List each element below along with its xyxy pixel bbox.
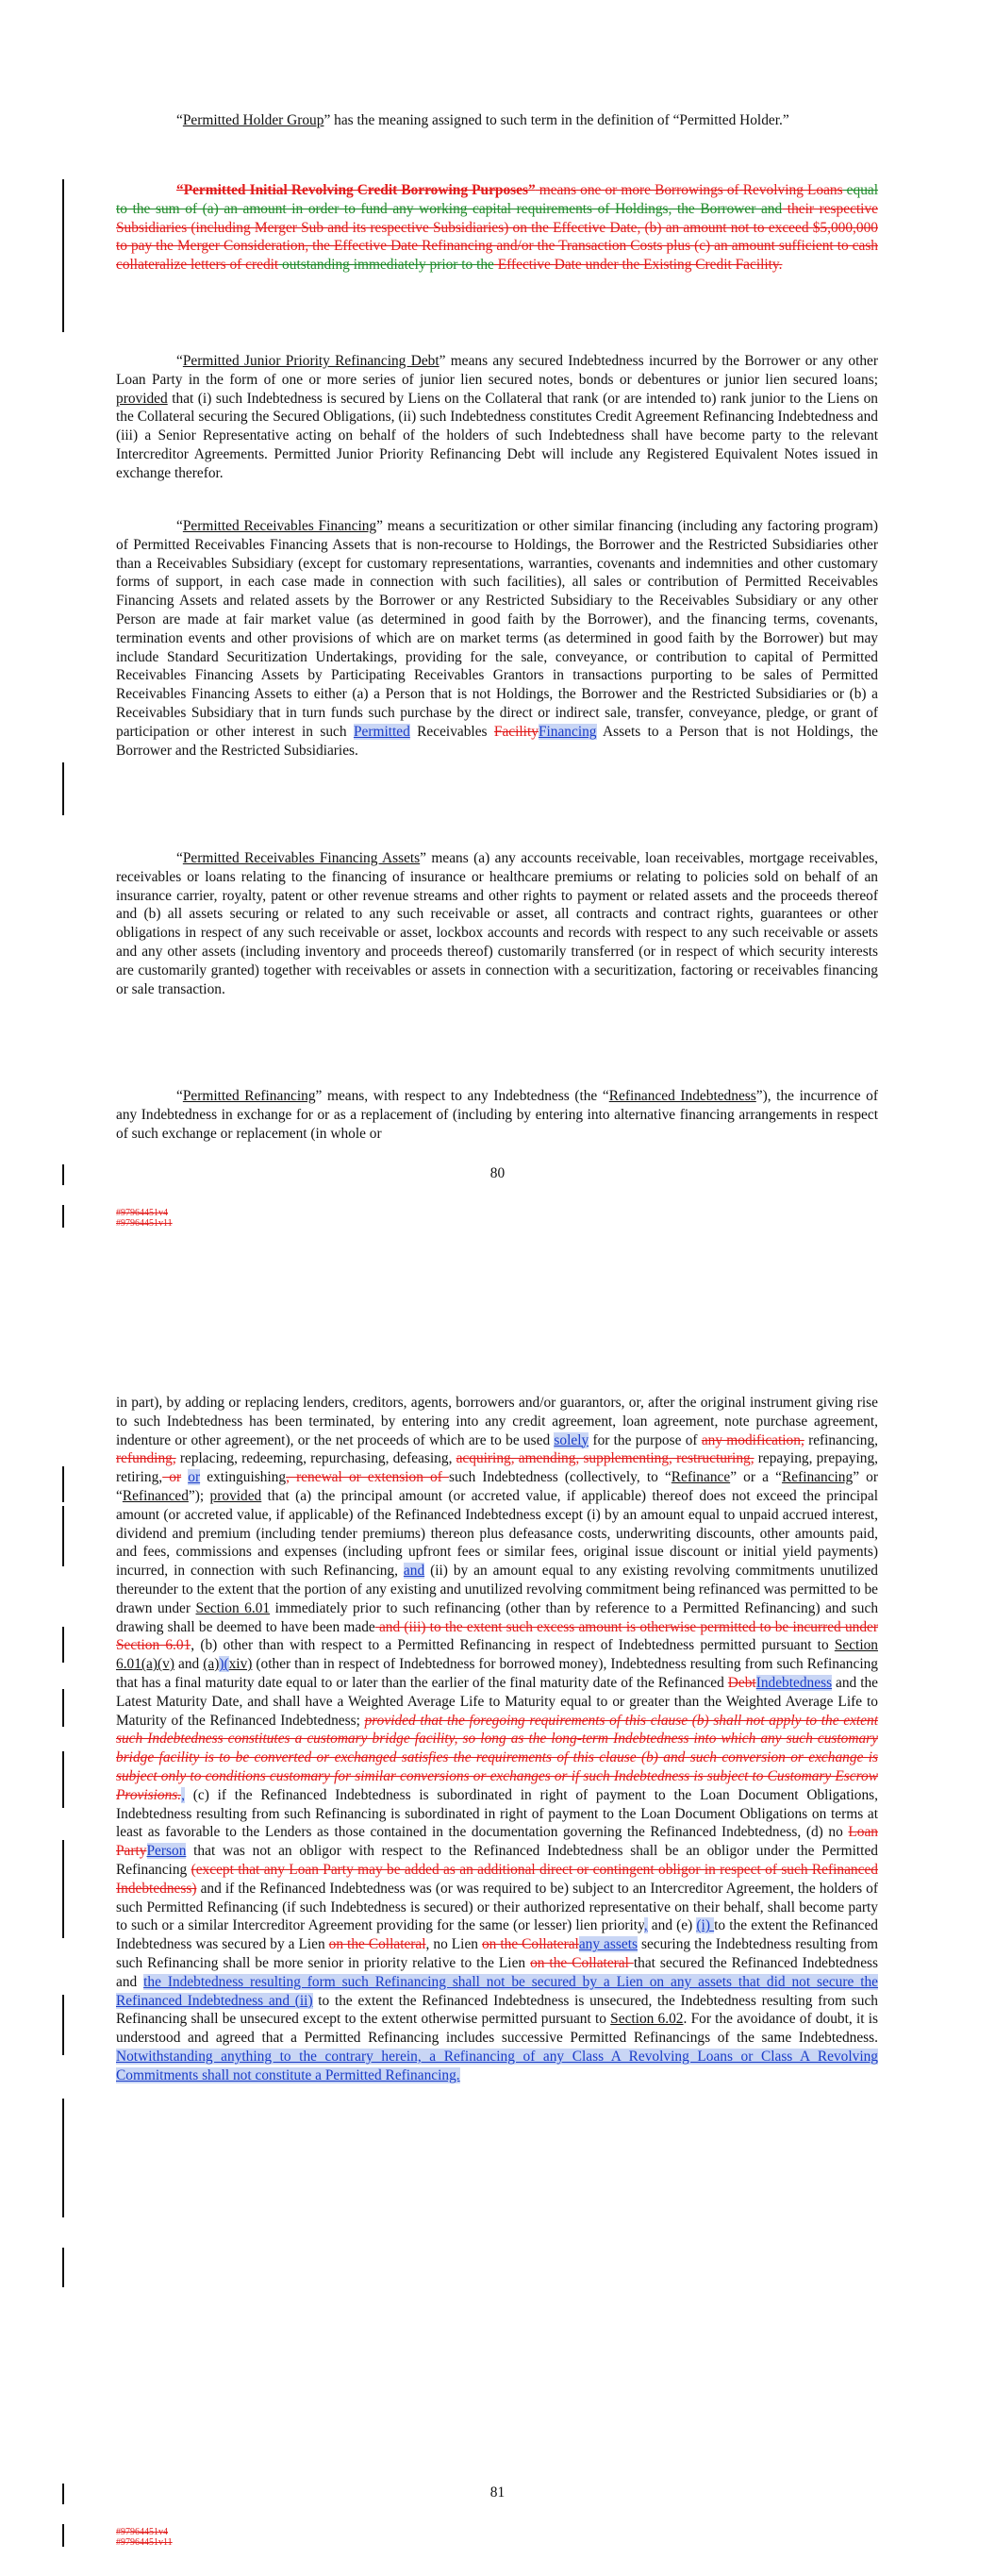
change-bar <box>62 1689 64 1727</box>
deleted-text: on the Collateral <box>328 1936 426 1953</box>
page-80 <box>0 0 995 1255</box>
inserted-text: Permitted <box>353 723 410 740</box>
page-number: 80 <box>489 1165 506 1181</box>
deleted-proviso: provided that the foregoing requirements of this clause (b) shall not apply to the extent such Indebtedness constitutes a customary bridge facility, so long as the long-term Indebtedness into which any such customary bridge facility is to be converted or exchanged satisfies the requirements of this clause (b) and such conversion or exchange is subject only to conditions customary for similar conversions or exchanges or if such Indebtedness is subject to Customary Escrow Provisions. <box>116 1712 878 1803</box>
moved-text: outstanding immediately prior to the <box>278 257 494 274</box>
inserted-text: Person <box>146 1843 187 1860</box>
definition-permitted-initial-revolving-credit-borrowing-purposes: “Permitted Initial Revolving Credit Borrowing Purposes” means one or more Borrowings of Revolving Loans equal to the sum of (a) an amount in order to fund any working capital requirements of Holdings, the Borrower and their respective Subsidiaries (including Merger Sub and its respective Subsidiaries) on the Effective Date, (b) an amount not to exceed $5,000,000 to pay the Merger Consideration, the Effective Date Refinancing and/or the Transaction Costs plus (c) an amount sufficient to cash collateralize letters of credit outstanding immediately prior to the Effective Date under the Existing Credit Facility. <box>116 182 879 274</box>
deleted-text: and (iii) to the extent such excess amount is otherwise permitted to be incurred under Section 6.01 <box>116 1618 878 1654</box>
inserted-text: )( <box>219 1656 229 1673</box>
change-bar <box>62 762 64 815</box>
deleted-text: Facility <box>493 723 539 740</box>
definition-permitted-junior-priority-refinancing-debt: “Permitted Junior Priority Refinancing Debt” means any secured Indebtedness incurred by the Borrower or any other Loan Party in the form of one or more series of junior lien secured notes, bonds or debentures or junior lien secured loans; provided that (i) such Indebtedness is secured by Liens on the Collateral that rank (or are intended to) rank junior to the Liens on the Collateral securing the Secured Obligations, (ii) such Indebtedness constitutes Credit Agreement Refinancing Indebtedness and (iii) a Senior Representative acting on behalf of the holders of such Indebtedness shall have become party to the relevant Intercreditor Agreements. Permitted Junior Priority Refinancing Debt will include any Registered Equivalent Notes issued in exchange therefor. <box>116 353 879 481</box>
document-id: #97964451v4 <box>116 1208 168 1218</box>
change-bar <box>62 1627 64 1663</box>
deleted-text: Debt <box>727 1674 756 1691</box>
inserted-text: the Indebtedness resulting form such Refinancing shall not be secured by a Lien on any assets that did not secure the Refinanced Indebtedness and (ii) <box>116 1973 878 2009</box>
inserted-text: , <box>181 1786 185 1803</box>
defined-term: Permitted Receivables Financing Assets <box>182 850 421 866</box>
deleted-text: or <box>162 1469 182 1486</box>
document-id: #97964451v11 <box>116 1218 173 1229</box>
defined-term: Permitted Holder Group <box>182 112 324 128</box>
inserted-text: Notwithstanding anything to the contrary herein, a Refinancing of any Class A Revolving Loans or Class A Revolving Commitments shall not constitute a Permitted Refinancing. <box>116 2048 878 2083</box>
inserted-text: solely <box>554 1431 589 1448</box>
deleted-text: Loan Party <box>116 1824 878 1860</box>
inserted-text: any assets <box>578 1936 638 1953</box>
deleted-text: refunding, <box>116 1450 176 1467</box>
deleted-defined-term: “Permitted Initial Revolving Credit Borrowing Purposes” <box>176 182 536 198</box>
definition-permitted-receivables-financing-assets: “Permitted Receivables Financing Assets” means (a) any accounts receivable, loan receivables, mortgage receivables, receivables or loans relating to the financing of insurance or healthcare premiums or relating to policies sold on behalf of an insurance carrier, royalty, patent or other revenue streams and other rights to payment or related assets and the proceeds thereof and (b) all assets securing or related to any such receivable or asset, all contracts and contract rights, guarantees or other obligations in respect of any such receivable or asset, lockbox accounts and records with respect to any such receivable or assets and any other assets (including inventory and proceeds thereof) customarily transferred (or in respect of which security interests are customarily granted) together with receivables or assets in connection with a securitization, factoring or receivables financing or sale transaction. <box>116 850 878 997</box>
document-id: #97964451v4 <box>116 2527 168 2537</box>
deleted-text: any modification, <box>701 1431 804 1448</box>
definition-permitted-receivables-financing: “Permitted Receivables Financing” means a securitization or other similar financing (including any factoring program) of Permitted Receivables Financing Assets that is non-recourse to Holdings, the Borrower and the Restricted Subsidiaries other than a Receivables Subsidiary (except for customary representations, warranties, covenants and indemnities and other customary forms of support, in each case made in connection with such facilities), all sales or contribution of Permitted Receivables Financing Assets and related assets by the Borrower or any Restricted Subsidiary to the Receivables Subsidiary or any other Person are made at fair market value (as determined in good faith by the Borrower), and the financing terms, covenants, termination events and other provisions of which are on market terms (as determined in good faith by the Borrower) but may include Standard Securitization Undertakings, providing for the sale, conveyance, or contribution to capital of Permitted Receivables Financing Assets by Participating Receivables Grantors in transactions purporting to be sales of Permitted Receivables Financing Assets to either (a) a Person that is not Holdings, the Borrower and the Restricted Subsidiaries or (b) a Receivables Subsidiary that in turn funds such purchase by the direct or indirect sale, transfer, conveyance, pledge, or grant of participation or other interest in such Permitted Receivables FacilityFinancing Assets to a Person that is not Holdings, the Borrower and the Restricted Subsidiaries. <box>116 518 878 759</box>
defined-term: Permitted Junior Priority Refinancing Debt <box>182 353 439 369</box>
deleted-text: , renewal or extension of <box>286 1469 450 1486</box>
definition-permitted-refinancing-continued: in part), by adding or replacing lenders, creditors, agents, borrowers and/or guarantors, or, after the original instrument giving rise to such Indebtedness has been terminated, by entering into any credit agreement, loan agreement, note purchase agreement, indenture or other agreement), or the net proceeds of which are to be used solely for the purpose of any modification, refinancing, refunding, replacing, redeeming, repurchasing, defeasing, acquiring, amending, supplementing, restructuring, repaying, prepaying, retiring, or or extinguishing, renewal or extension of such Indebtedness (collectively, to “Refinance” or a “Refinancing” or “Refinanced”); provided that (a) the principal amount (or accreted value, if applicable) thereof does not exceed the principal amount (or accreted value, if applicable) of the Refinanced Indebtedness except (i) by an amount equal to unpaid accrued interest, dividend and premium (including tender premiums) thereon plus defeasance costs, underwriting discounts, other amounts paid, and fees, commissions and expenses (including upfront fees or similar fees, original issue discount or initial yield payments) incurred, in connection with such Refinancing, and (ii) by an amount equal to any existing revolving commitments unutilized thereunder to the extent that the portion of any existing and unutilized revolving commitment being refinanced was permitted to be drawn under Section 6.01 immediately prior to such refinancing (other than by reference to a Permitted Refinancing) and such drawing shall be deemed to have been made and (iii) to the extent such excess amount is otherwise permitted to be incurred under Section 6.01, (b) other than with respect to a Permitted Refinancing in respect of Indebtedness permitted pursuant to Section 6.01(a)(v) and (a))(xiv) (other than in respect of Indebtedness for borrowed money), Indebtedness resulting from such Refinancing that has a final maturity date equal to or later than the earlier of the final maturity date of the Refinanced DebtIndebtedness and the Latest Maturity Date, and shall have a Weighted Average Life to Maturity equal to or greater than the Weighted Average Life to Maturity of the Refinanced Indebtedness; provided that the foregoing requirements of this clause (b) shall not apply to the extent such Indebtedness constitutes a customary bridge facility, so long as the long-term Indebtedness into which any such customary bridge facility is to be converted or exchanged satisfies the requirements of this clause (b) and such conversion or exchange is subject only to conditions customary for similar conversions or exchanges or if such Indebtedness is subject to Customary Escrow Provisions., (c) if the Refinanced Indebtedness is subordinated in right of payment to the Loan Document Obligations, Indebtedness resulting from such Refinancing is subordinated in right of payment to the Loan Document Obligations on terms at least as favorable to the Lenders as those contained in the documentation governing the Refinanced Indebtedness, (d) no Loan PartyPerson that was not an obligor with respect to the Refinanced Indebtedness shall be an obligor under the Permitted Refinancing (except that any Loan Party may be added as an additional direct or contingent obligor in respect of such Refinanced Indebtedness) and if the Refinanced Indebtedness was (or was required to be) subject to an Intercreditor Agreement, the holders of such Permitted Refinancing (if such Indebtedness is secured) or their authorized representative on their behalf, shall become party to such or a similar Intercreditor Agreement providing for the same (or lesser) lien priority, and (e) (i) to the extent the Refinanced Indebtedness was secured by a Lien on the Collateral, no Lien on the Collateralany assets securing the Indebtedness resulting from such Refinancing shall be more senior in priority relative to the Lien on the Collateral that secured the Refinanced Indebtedness and the Indebtedness resulting form such Refinancing shall not be secured by a Lien on any assets that did not secure the Refinanced Indebtedness and (ii) to the extent the Refinanced Indebtedness is unsecured, the Indebtedness resulting from such Refinancing shall be unsecured except to the extent otherwise permitted pursuant to Section 6.02. For the avoidance of doubt, it is understood and agreed that a Permitted Refinancing includes successive Permitted Refinancings of the same Indebtedness. Notwithstanding anything to the contrary herein, a Refinancing of any Class A Revolving Loans or Class A Revolving Commitments shall not constitute a Permitted Refinancing. <box>116 1395 879 2083</box>
change-bar <box>62 2248 64 2287</box>
change-bar <box>62 2099 64 2217</box>
inserted-text: or <box>188 1469 201 1486</box>
change-bar <box>62 1840 64 1938</box>
moved-text: of Holdings, the Borrower and <box>592 200 783 217</box>
inserted-text: and <box>403 1563 425 1580</box>
document-id: #97964451v11 <box>116 2537 173 2548</box>
change-bar <box>62 1205 64 1228</box>
change-bar <box>62 2524 64 2547</box>
change-bar <box>62 179 64 332</box>
change-bar <box>62 1995 64 2055</box>
inserted-text: Financing <box>538 723 597 740</box>
inserted-text: , <box>643 1917 648 1934</box>
inserted-text: (i) <box>696 1917 715 1934</box>
page-number: 81 <box>489 2484 506 2501</box>
change-bar <box>62 1506 64 1566</box>
deleted-text: on the Collateral <box>530 1954 634 1971</box>
deleted-text: on the Collateral <box>481 1936 579 1953</box>
deleted-text: acquiring, amending, supplementing, restructuring, <box>456 1450 755 1467</box>
defined-term: Permitted Receivables Financing <box>182 518 377 534</box>
deleted-text: (except that any Loan Party may be added as an additional direct or contingent obligor in respect of such Refinanced Indebtedness) <box>116 1861 878 1897</box>
page-81 <box>0 1387 995 2576</box>
change-bar <box>62 1466 64 1502</box>
definition-permitted-holder-group: “Permitted Holder Group” has the meaning assigned to such term in the definition of “Permitted Holder.” <box>176 112 789 128</box>
defined-term: Permitted Refinancing <box>182 1088 316 1104</box>
definition-permitted-refinancing: “Permitted Refinancing” means, with respect to any Indebtedness (the “Refinanced Indebtedness”), the incurrence of any Indebtedness in exchange for or as a replacement of (including by entering into alternative financing arrangements in respect of such exchange or replacement (in whole or <box>116 1088 878 1142</box>
inserted-text: Indebtedness <box>755 1674 833 1691</box>
moved-text: equal to the sum of (a) an amount in order to fund any working capital requirements <box>116 182 879 217</box>
change-bar <box>62 1751 64 1808</box>
